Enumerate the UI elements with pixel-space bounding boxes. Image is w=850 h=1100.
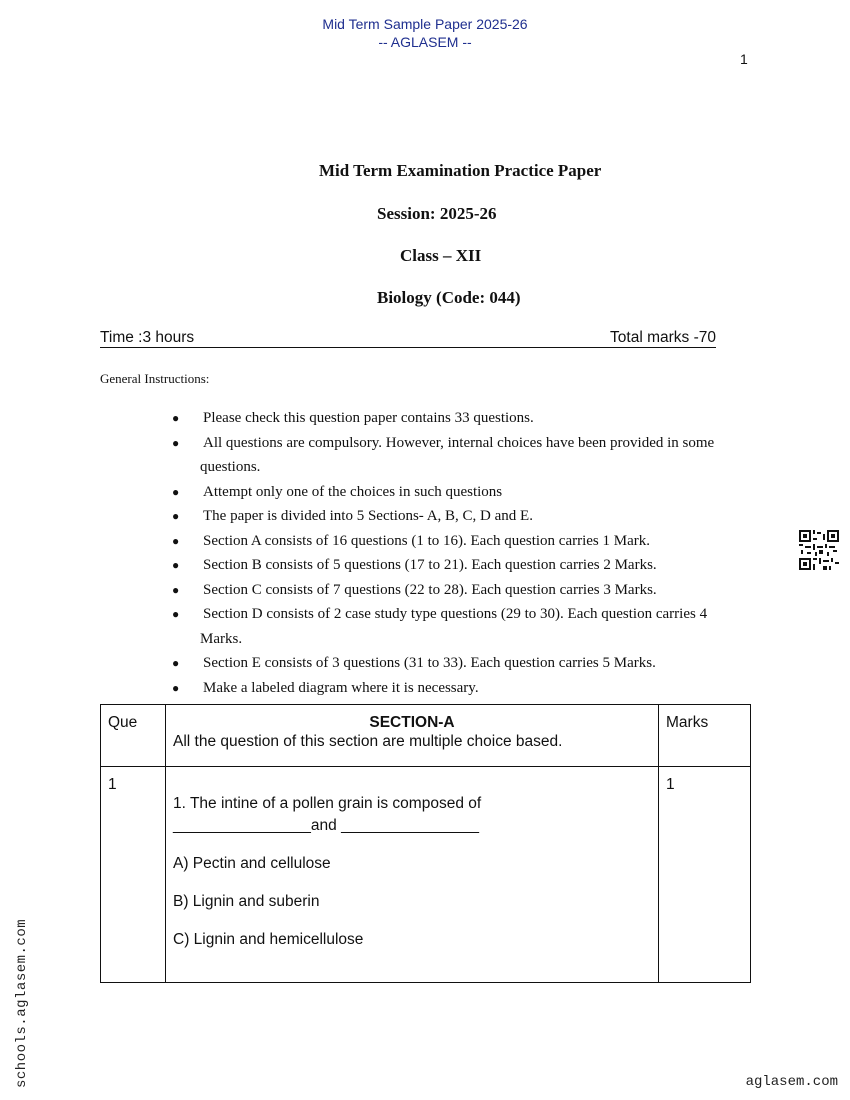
bullet-icon: ●: [172, 435, 180, 450]
section-header-cell: [166, 705, 659, 767]
list-item: ● All questions are compulsory. However, internal choices have been provided in some questions.: [172, 431, 752, 480]
list-item: ● Section E consists of 3 questions (31 to 33). Each question carries 5 Marks.: [172, 651, 752, 676]
list-item: ● Section D consists of 2 case study type questions (29 to 30). Each question carries 4 Marks.: [172, 602, 752, 651]
section-title: SECTION-A: [369, 714, 455, 731]
bullet-icon: ●: [172, 558, 180, 572]
time-label: Time :3 hours: [100, 329, 195, 346]
bullet-icon: ●: [172, 509, 180, 523]
bullet-icon: ●: [172, 533, 180, 548]
list-item: ● Section B consists of 5 questions (17 to 21). Each question carries 2 Marks.: [172, 553, 752, 578]
time-marks-line: [100, 329, 716, 348]
header-title: Mid Term Sample Paper 2025-26: [322, 16, 528, 32]
list-item: ● Make a labeled diagram where it is necessary.: [172, 676, 752, 701]
list-item: ● Please check this question paper contains 33 questions.: [172, 406, 752, 431]
question-marks: 1: [659, 767, 751, 983]
footer-watermark: aglasem.com: [745, 1074, 838, 1090]
qr-code-icon: [799, 530, 839, 570]
side-watermark: schools.aglasem.com: [14, 918, 30, 1088]
question-number: 1: [101, 767, 166, 983]
total-marks-label: Total marks -70: [610, 329, 716, 346]
option-b: B) Lignin and suberin: [173, 893, 320, 910]
subject-title: Biology (Code: 044): [377, 288, 521, 307]
list-item: ● Section A consists of 16 questions (1 to 16). Each question carries 1 Mark.: [172, 529, 752, 554]
instructions-list: [172, 406, 752, 700]
table-row: [101, 767, 751, 983]
question-stem: 1. The intine of a pollen grain is composed of: [173, 795, 482, 812]
bullet-icon: ●: [172, 656, 180, 670]
bullet-icon: ●: [172, 680, 180, 695]
exam-title: Mid Term Examination Practice Paper: [319, 161, 602, 180]
page-number: 1: [740, 51, 748, 67]
table-header-row: [101, 705, 751, 767]
header-brand: -- AGLASEM --: [378, 34, 472, 50]
question-blanks: ________________and ________________: [173, 817, 480, 834]
section-note: All the question of this section are multiple choice based.: [173, 733, 563, 750]
que-header: Que: [101, 705, 166, 767]
option-a: A) Pectin and cellulose: [173, 855, 331, 872]
general-instructions-heading: General Instructions:: [100, 371, 210, 386]
question-table: [100, 704, 751, 983]
class-title: Class – XII: [400, 246, 482, 265]
list-item: ● Attempt only one of the choices in such questions: [172, 480, 752, 505]
marks-header: Marks: [659, 705, 751, 767]
question-cell: [166, 767, 659, 983]
bullet-icon: ●: [172, 582, 180, 597]
bullet-icon: ●: [172, 607, 180, 621]
option-c: C) Lignin and hemicellulose: [173, 931, 364, 948]
bullet-icon: ●: [172, 484, 180, 499]
bullet-icon: ●: [172, 411, 180, 425]
list-item: ● Section C consists of 7 questions (22 to 28). Each question carries 3 Marks.: [172, 578, 752, 603]
list-item: ● The paper is divided into 5 Sections- A, B, C, D and E.: [172, 504, 752, 529]
session-title: Session: 2025-26: [377, 204, 497, 223]
